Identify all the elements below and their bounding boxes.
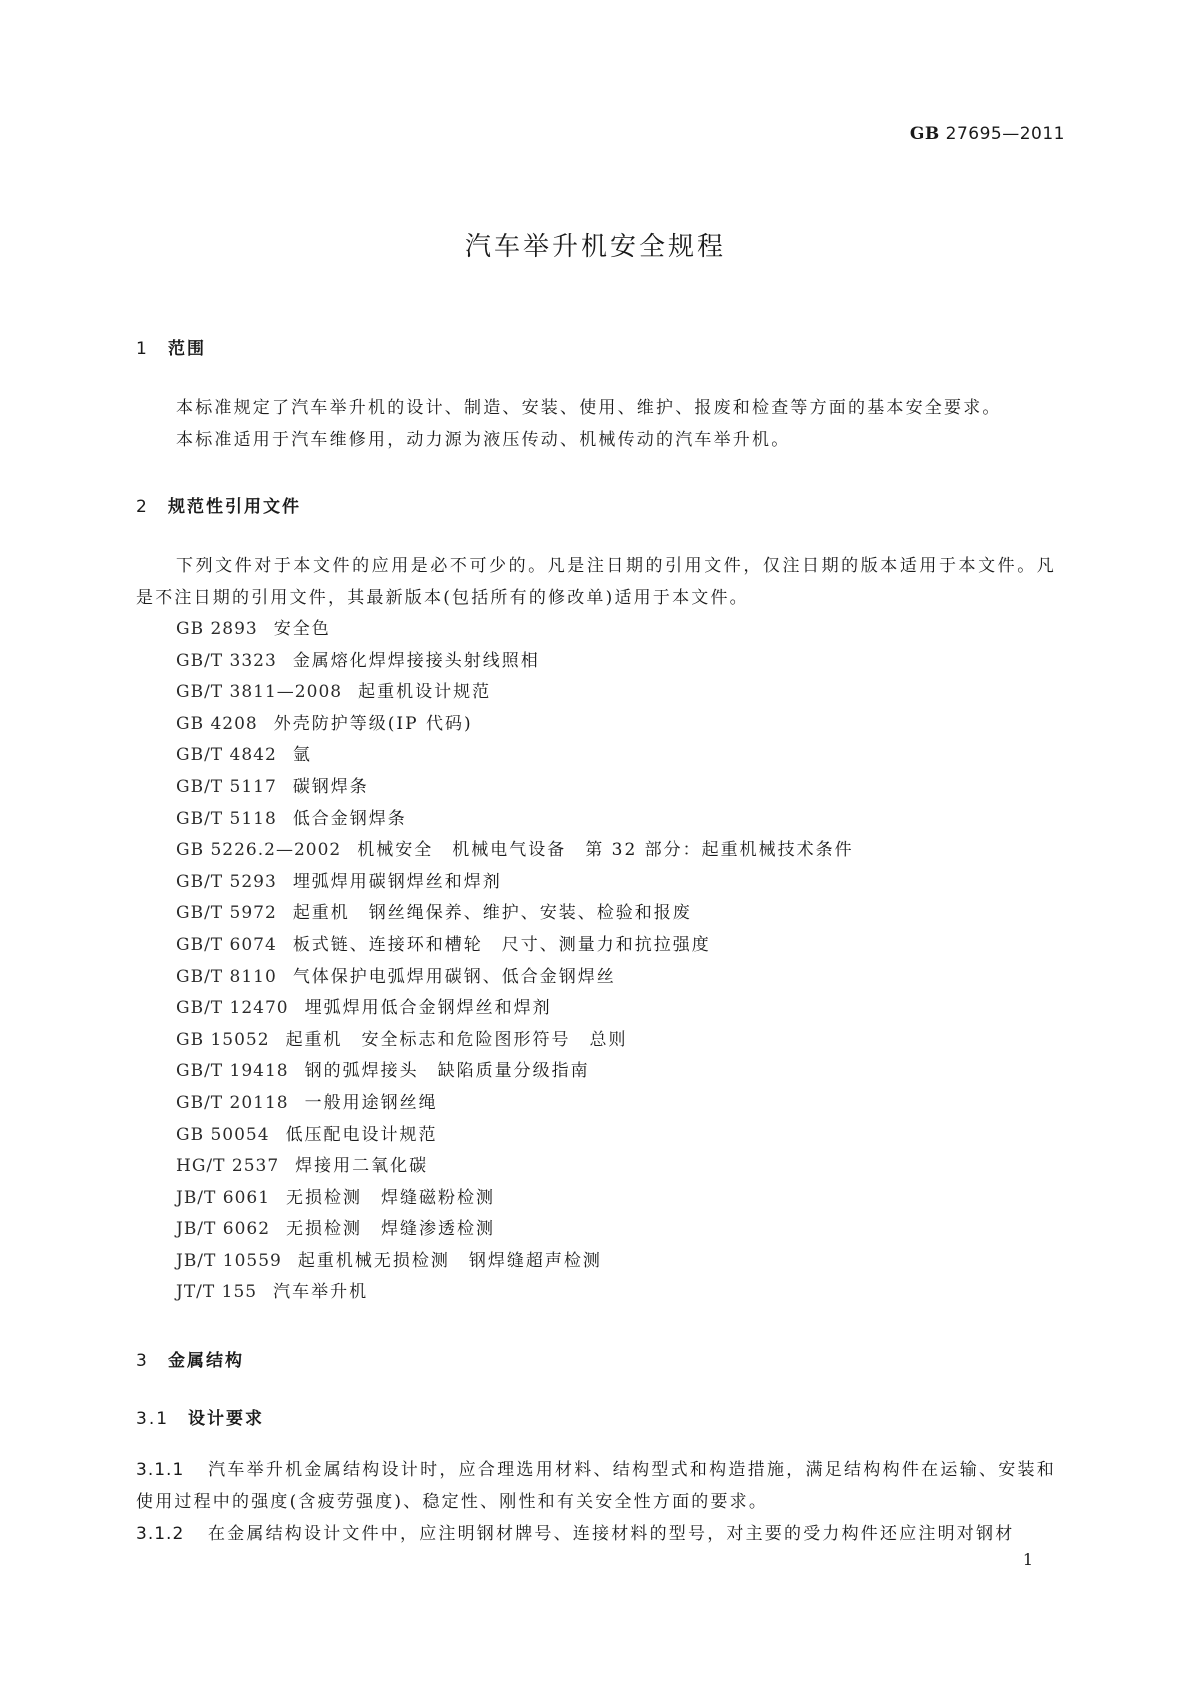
section-1-heading [136,334,206,359]
reference-item [176,962,854,994]
section-title: 范围 [168,339,206,359]
reference-code: GB 5226.2—2002 [176,840,342,861]
reference-code: GB/T 5972 [176,903,277,924]
document-title: 汽车举升机安全规程 [464,232,726,262]
reference-item [176,804,854,836]
reference-code: GB 2893 [176,619,258,639]
reference-title: 起重机 安全标志和危险图形符号 总则 [285,1029,628,1050]
section-title: 金属结构 [168,1351,244,1371]
reference-code: GB 50054 [176,1124,270,1145]
scope-paragraph-2: 本标准适用于汽车维修用，动力源为液压传动、机械传动的汽车举升机。 [176,430,791,450]
reference-title: 外壳防护等级(IP 代码) [273,713,473,734]
reference-item [176,677,854,709]
reference-code: GB/T 3811—2008 [176,682,343,703]
reference-item [176,835,854,867]
reference-title: 埋弧焊用碳钢焊丝和焊剂 [292,871,502,892]
reference-title: 钢的弧焊接头 缺陷质量分级指南 [304,1061,590,1082]
reference-title: 焊接用二氧化碳 [295,1156,429,1177]
clause-text: 汽车举升机金属结构设计时，应合理选用材料、结构型式和构造措施，满足结构构件在运输、安装和使用过程中的强度(含疲劳强度)、稳定性、刚性和有关安全性方面的要求。 [136,1460,1056,1512]
subsection-title: 设计要求 [188,1409,264,1429]
reference-item [176,1120,854,1152]
reference-code: GB/T 5293 [176,871,277,892]
reference-title: 起重机 钢丝绳保养、维护、安装、检验和报废 [292,903,692,924]
reference-code: HG/T 2537 [176,1156,280,1177]
reference-title: 安全色 [273,619,331,639]
reference-code: JB/T 6061 [176,1187,271,1208]
section-number: 2 [136,497,149,517]
standard-prefix: GB [909,124,940,144]
reference-title: 板式链、连接环和槽轮 尺寸、测量力和抗拉强度 [292,934,711,955]
reference-item [176,709,854,741]
reference-title: 机械安全 机械电气设备 第 32 部分：起重机械技术条件 [357,840,854,861]
clause-3-1-2 [136,1518,1056,1550]
reference-item [176,1214,854,1246]
reference-item [176,867,854,899]
clause-number: 3.1.1 [136,1460,185,1480]
section-3-heading [136,1346,244,1371]
clause-3-1-1 [136,1454,1056,1518]
reference-item [176,1088,854,1120]
reference-title: 一般用途钢丝绳 [304,1092,438,1113]
scope-paragraph-1: 本标准规定了汽车举升机的设计、制造、安装、使用、维护、报废和检查等方面的基本安全要求。 [176,398,1002,418]
reference-item [176,1246,854,1278]
reference-code: GB/T 19418 [176,1061,289,1082]
reference-code: GB/T 5118 [176,808,277,829]
reference-item [176,772,854,804]
reference-item [176,1183,854,1215]
reference-item [176,898,854,930]
reference-code: GB 15052 [176,1029,270,1050]
reference-code: JT/T 155 [176,1282,258,1303]
reference-item [176,993,854,1025]
reference-code: GB/T 6074 [176,934,277,955]
reference-title: 低压配电设计规范 [285,1124,438,1145]
subsection-3-1-heading [136,1404,264,1429]
reference-item [176,1277,854,1309]
reference-item [176,740,854,772]
subsection-number: 3.1 [136,1409,170,1429]
reference-title: 汽车举升机 [273,1282,369,1303]
reference-code: JB/T 6062 [176,1219,271,1240]
standard-number: 27695—2011 [945,124,1065,144]
reference-code: GB/T 20118 [176,1092,289,1113]
page-header-standard-code [910,124,1065,144]
reference-title: 无损检测 焊缝渗透检测 [286,1219,496,1240]
reference-title: 氩 [292,745,312,766]
reference-title: 起重机械无损检测 钢焊缝超声检测 [297,1250,602,1271]
reference-code: GB/T 3323 [176,650,277,671]
section-2-heading [136,492,301,517]
reference-title: 低合金钢焊条 [292,808,407,829]
reference-title: 无损检测 焊缝磁粉检测 [286,1187,496,1208]
clause-text: 在金属结构设计文件中，应注明钢材牌号、连接材料的型号，对主要的受力构件还应注明对钢材 [208,1524,1015,1544]
reference-code: GB/T 8110 [176,966,277,987]
page-number: 1 [1022,1550,1033,1569]
reference-code: GB/T 4842 [176,745,277,766]
reference-code: JB/T 10559 [176,1250,282,1271]
reference-code: GB 4208 [176,713,258,734]
clause-number: 3.1.2 [136,1524,185,1544]
reference-item [176,1151,854,1183]
reference-item [176,646,854,678]
reference-item [176,930,854,962]
reference-title: 金属熔化焊焊接接头射线照相 [292,650,540,671]
normative-references-list [176,614,854,1309]
reference-item [176,1025,854,1057]
reference-code: GB/T 5117 [176,776,277,797]
section-title: 规范性引用文件 [168,497,301,517]
section-number: 3 [136,1351,149,1371]
reference-item [176,1056,854,1088]
reference-title: 气体保护电弧焊用碳钢、低合金钢焊丝 [292,966,616,987]
reference-item [176,614,854,646]
reference-title: 埋弧焊用低合金钢焊丝和焊剂 [304,998,552,1019]
references-intro-paragraph: 下列文件对于本文件的应用是必不可少的。凡是注日期的引用文件，仅注日期的版本适用于本文件。凡是不注日期的引用文件，其最新版本(包括所有的修改单)适用于本文件。 [136,556,1056,608]
section-number: 1 [136,339,149,359]
reference-title: 碳钢焊条 [292,776,369,797]
reference-code: GB/T 12470 [176,998,289,1019]
reference-title: 起重机设计规范 [358,682,492,703]
